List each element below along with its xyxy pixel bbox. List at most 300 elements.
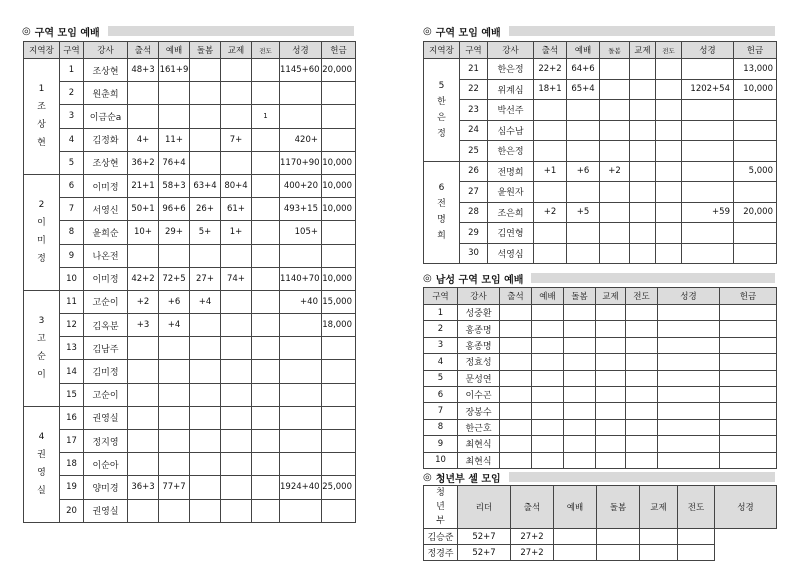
worship-value: +6 [159, 290, 190, 313]
evangel-value [252, 314, 280, 337]
worship-value [159, 499, 190, 522]
area-leader-char: 전 [437, 199, 446, 210]
worship-value: 29+ [159, 221, 190, 244]
empty-cell [564, 419, 596, 435]
table-row [424, 545, 777, 561]
leader-name: 심수남 [488, 120, 534, 141]
attend-value: 52+7 [458, 529, 511, 545]
fellowship-value [630, 141, 656, 162]
evangel-value [252, 499, 280, 522]
attend-value: 48+3 [128, 59, 159, 82]
group-number: 25 [460, 141, 488, 162]
table-row [424, 120, 777, 141]
empty-cell [596, 370, 626, 386]
table-row [424, 79, 777, 100]
fellowship-value [221, 337, 252, 360]
evangel-value [252, 267, 280, 290]
table-row [424, 452, 777, 468]
empty-cell [626, 321, 658, 337]
header-evangel: 전도 [656, 42, 682, 59]
empty-cell [597, 545, 640, 561]
empty-cell [596, 305, 626, 321]
title-bar [509, 26, 775, 36]
area-leader-char: 은 [437, 112, 446, 123]
evangel-value [252, 221, 280, 244]
empty-cell [720, 419, 777, 435]
bible-value: 1202+54 [682, 79, 734, 100]
leader-name: 최현식 [458, 452, 500, 468]
worship-value: 161+9 [159, 59, 190, 82]
header-attend: 출석 [500, 288, 532, 305]
fellowship-value [221, 151, 252, 174]
worship-value: 72+5 [159, 267, 190, 290]
empty-cell [532, 386, 564, 402]
youth-label-char: 청 [436, 488, 445, 498]
empty-cell [678, 529, 715, 545]
empty-cell [500, 452, 532, 468]
bible-value [280, 337, 322, 360]
area-leader-cell [24, 290, 60, 406]
bible-value [682, 223, 734, 244]
leader-name: 최현식 [458, 436, 500, 452]
leader-name: 김정화 [84, 128, 128, 151]
area-leader-cell [424, 59, 460, 162]
area-leader-char: 6 [438, 183, 445, 194]
right-section3-title [423, 470, 775, 484]
offering-value: 18,000 [322, 314, 356, 337]
group-number: 17 [60, 430, 84, 453]
leader-name: 이미정 [84, 174, 128, 197]
offering-value [322, 105, 356, 128]
header-bible: 성경 [715, 486, 777, 529]
bible-value [682, 161, 734, 182]
header-worship: 예배 [159, 42, 190, 59]
table-row [24, 499, 356, 522]
worship-value: 77+7 [159, 476, 190, 499]
leader-name: 홍종명 [458, 337, 500, 353]
offering-value [734, 120, 777, 141]
group-number: 9 [60, 244, 84, 267]
table-row [424, 403, 777, 419]
bible-value: 420+ [280, 128, 322, 151]
area-leader-char: 미 [37, 236, 46, 247]
leader-name: 조상현 [84, 151, 128, 174]
bible-value [682, 59, 734, 80]
group-number: 27 [460, 182, 488, 203]
leader-name: 한은정 [488, 141, 534, 162]
evangel-value [252, 151, 280, 174]
empty-cell [500, 305, 532, 321]
attend-value [534, 223, 567, 244]
care-value: 27+ [190, 267, 221, 290]
fellowship-value [630, 59, 656, 80]
fellowship-value [221, 430, 252, 453]
bible-value [280, 360, 322, 383]
evangel-value [656, 120, 682, 141]
group-number: 5 [60, 151, 84, 174]
group-number: 8 [424, 419, 458, 435]
offering-value: 10,000 [322, 151, 356, 174]
care-value [190, 430, 221, 453]
empty-cell [596, 403, 626, 419]
youth-label-char: 부 [436, 516, 445, 526]
offering-value [322, 337, 356, 360]
empty-cell [532, 370, 564, 386]
empty-cell [564, 386, 596, 402]
offering-value: 10,000 [322, 198, 356, 221]
fellowship-value [630, 100, 656, 121]
care-value: 63+4 [190, 174, 221, 197]
right-section3-title-text: 청년부 셀 모임 [435, 473, 501, 485]
care-value [190, 383, 221, 406]
area-leader-char: 2 [38, 200, 45, 211]
leader-name: 정지영 [84, 430, 128, 453]
table-row [24, 314, 356, 337]
fellowship-value [221, 59, 252, 82]
evangel-value [656, 59, 682, 80]
header-care: 돌봄 [600, 42, 630, 59]
care-value [190, 499, 221, 522]
empty-cell [626, 436, 658, 452]
bible-value: 1924+40 [280, 476, 322, 499]
empty-cell [564, 305, 596, 321]
empty-cell [500, 386, 532, 402]
worship-value [159, 453, 190, 476]
area-leader-char: 명 [437, 215, 446, 226]
leader-name: 고순이 [84, 383, 128, 406]
fellowship-value [221, 499, 252, 522]
bible-value [280, 453, 322, 476]
leader-name: 윤희순 [84, 221, 128, 244]
empty-cell [564, 321, 596, 337]
area-leader-char: 3 [38, 316, 45, 327]
care-value [190, 337, 221, 360]
attend-value [128, 105, 159, 128]
group-number: 6 [60, 174, 84, 197]
table-row [24, 360, 356, 383]
attend-value [128, 430, 159, 453]
evangel-value [656, 182, 682, 203]
leader-name: 성중환 [458, 305, 500, 321]
leader-name: 서영신 [84, 198, 128, 221]
attend-value [128, 360, 159, 383]
leader-name: 김연형 [488, 223, 534, 244]
group-number: 11 [60, 290, 84, 313]
empty-cell [532, 452, 564, 468]
group-number: 1 [60, 59, 84, 82]
table-row [24, 244, 356, 267]
offering-value [322, 430, 356, 453]
empty-cell [532, 419, 564, 435]
area-leader-char: 5 [438, 80, 445, 91]
header-leader: 강사 [458, 288, 500, 305]
table-row [24, 151, 356, 174]
fellowship-value: 61+ [221, 198, 252, 221]
bible-value: +59 [682, 202, 734, 223]
attend-value: 21+1 [128, 174, 159, 197]
empty-cell [626, 403, 658, 419]
title-bar [108, 26, 354, 36]
offering-value: 10,000 [322, 267, 356, 290]
bible-value [280, 383, 322, 406]
worship-value [159, 105, 190, 128]
table-row [424, 223, 777, 244]
header-fellowship: 교제 [596, 288, 626, 305]
offering-value [322, 383, 356, 406]
youth-label-char: 년 [436, 502, 445, 512]
table-row [24, 406, 356, 429]
bible-value [682, 182, 734, 203]
leader-name: 이미정 [84, 267, 128, 290]
table-row [24, 430, 356, 453]
empty-cell [597, 529, 640, 545]
bible-value [280, 314, 322, 337]
bible-value: 1170+90 [280, 151, 322, 174]
table-row [24, 383, 356, 406]
leader-name: 조상현 [84, 59, 128, 82]
evangel-value [252, 290, 280, 313]
empty-cell [532, 436, 564, 452]
care-value [600, 243, 630, 264]
header-evangel: 전도 [252, 42, 280, 59]
group-number: 28 [460, 202, 488, 223]
empty-cell [720, 436, 777, 452]
header-area: 지역장 [424, 42, 460, 59]
worship-value [567, 243, 600, 264]
group-number: 1 [424, 305, 458, 321]
empty-cell [532, 354, 564, 370]
empty-cell [640, 529, 678, 545]
area-leader-char: 이 [37, 370, 46, 381]
bible-value: 493+15 [280, 198, 322, 221]
offering-value [322, 128, 356, 151]
care-value [190, 128, 221, 151]
empty-cell [658, 354, 720, 370]
worship-value [567, 141, 600, 162]
header-offering: 헌금 [720, 288, 777, 305]
table-row [424, 161, 777, 182]
empty-cell [596, 321, 626, 337]
leader-name: 홍종명 [458, 321, 500, 337]
attend-value [534, 243, 567, 264]
leader-name: 권영실 [84, 406, 128, 429]
right-section2-title [423, 271, 775, 285]
area-leader-char: 정 [437, 128, 446, 139]
empty-cell [596, 419, 626, 435]
table-row [424, 386, 777, 402]
table-row [424, 354, 777, 370]
group-number: 8 [60, 221, 84, 244]
leader-name: 이수곤 [458, 386, 500, 402]
table-row [24, 337, 356, 360]
evangel-value [656, 243, 682, 264]
attend-value: 42+2 [128, 267, 159, 290]
empty-cell [500, 354, 532, 370]
evangel-value [656, 202, 682, 223]
worship-value [567, 223, 600, 244]
leader-name: 김미정 [84, 360, 128, 383]
leader-name: 전명희 [488, 161, 534, 182]
attend-value: 50+1 [128, 198, 159, 221]
attend-value: +2 [534, 202, 567, 223]
care-value [600, 202, 630, 223]
evangel-value [252, 476, 280, 499]
evangel-value [252, 360, 280, 383]
evangel-value [252, 198, 280, 221]
group-number: 5 [424, 370, 458, 386]
empty-cell [564, 354, 596, 370]
evangel-value: 1 [252, 105, 280, 128]
offering-value: 15,000 [322, 290, 356, 313]
header-bible: 성경 [280, 42, 322, 59]
fellowship-value [221, 383, 252, 406]
attend-value [128, 337, 159, 360]
header-evangel: 전도 [626, 288, 658, 305]
leader-name: 김승준 [424, 529, 458, 545]
empty-cell [720, 337, 777, 353]
fellowship-value [630, 120, 656, 141]
offering-value [322, 499, 356, 522]
evangel-value [656, 141, 682, 162]
attend-value [534, 100, 567, 121]
empty-cell [720, 370, 777, 386]
evangel-value [252, 82, 280, 105]
bible-value [682, 141, 734, 162]
bible-value [280, 406, 322, 429]
header-bible: 성경 [658, 288, 720, 305]
empty-cell [564, 403, 596, 419]
leader-name: 권영실 [84, 499, 128, 522]
empty-cell [720, 452, 777, 468]
group-number: 4 [60, 128, 84, 151]
offering-value [734, 182, 777, 203]
leader-name: 양미경 [84, 476, 128, 499]
empty-cell [720, 354, 777, 370]
worship-value [159, 430, 190, 453]
leader-name: 고순이 [84, 290, 128, 313]
bible-value [280, 499, 322, 522]
leader-name: 정경주 [424, 545, 458, 561]
empty-cell [658, 370, 720, 386]
empty-cell [532, 337, 564, 353]
care-value [600, 120, 630, 141]
offering-value: 10,000 [322, 174, 356, 197]
header-leader: 강사 [488, 42, 534, 59]
leader-name: 나온전 [84, 244, 128, 267]
care-value [190, 59, 221, 82]
table-header-row [424, 288, 777, 305]
offering-value: 25,000 [322, 476, 356, 499]
leader-name: 이금순a [84, 105, 128, 128]
group-number: 4 [424, 354, 458, 370]
table-row [424, 59, 777, 80]
bible-value [280, 105, 322, 128]
bible-value: 400+20 [280, 174, 322, 197]
header-group: 구역 [60, 42, 84, 59]
care-value: 5+ [190, 221, 221, 244]
offering-value [322, 406, 356, 429]
table-row [24, 290, 356, 313]
evangel-value [656, 79, 682, 100]
offering-value [322, 221, 356, 244]
table-row [424, 370, 777, 386]
empty-cell [658, 436, 720, 452]
empty-cell [678, 545, 715, 561]
group-number: 9 [424, 436, 458, 452]
table-row [24, 128, 356, 151]
header-fellowship: 교제 [640, 486, 678, 529]
fellowship-value [221, 105, 252, 128]
bullet-icon: ◎ [423, 25, 432, 37]
table-row [24, 59, 356, 82]
table-row [24, 82, 356, 105]
care-value [600, 59, 630, 80]
area-leader-cell [424, 161, 460, 264]
care-value [190, 406, 221, 429]
group-number: 14 [60, 360, 84, 383]
header-care: 돌봄 [190, 42, 221, 59]
empty-cell [658, 419, 720, 435]
group-number: 16 [60, 406, 84, 429]
evangel-value [656, 161, 682, 182]
offering-value: 5,000 [734, 161, 777, 182]
leader-name: 김남주 [84, 337, 128, 360]
bible-value [682, 243, 734, 264]
leader-name: 한은정 [488, 59, 534, 80]
evangel-value [252, 453, 280, 476]
offering-value: 20,000 [322, 59, 356, 82]
offering-value [322, 453, 356, 476]
group-number: 24 [460, 120, 488, 141]
offering-value [322, 82, 356, 105]
care-value [190, 314, 221, 337]
table-header-row [424, 42, 777, 59]
table-row [424, 529, 777, 545]
bible-value: 1140+70 [280, 267, 322, 290]
group-number: 7 [60, 198, 84, 221]
attend-value [128, 453, 159, 476]
header-bible: 성경 [682, 42, 734, 59]
care-value [190, 151, 221, 174]
offering-value [322, 244, 356, 267]
area-leader-char: 희 [437, 231, 446, 242]
left-section-title-text: 구역 모임 예배 [34, 27, 100, 39]
attend-value: 36+3 [128, 476, 159, 499]
empty-cell [532, 321, 564, 337]
left-attendance-table [23, 41, 356, 523]
evangel-value [656, 100, 682, 121]
table-row [24, 267, 356, 290]
title-bar [509, 472, 775, 482]
leader-name: 김옥분 [84, 314, 128, 337]
fellowship-value [221, 314, 252, 337]
worship-value: 27+2 [511, 529, 554, 545]
group-number: 13 [60, 337, 84, 360]
table-row [424, 243, 777, 264]
table-row [424, 100, 777, 121]
bible-value: +40 [280, 290, 322, 313]
header-attend: 출석 [128, 42, 159, 59]
fellowship-value [630, 182, 656, 203]
empty-cell [658, 386, 720, 402]
leader-name: 한근호 [458, 419, 500, 435]
group-number: 29 [460, 223, 488, 244]
attend-value [128, 82, 159, 105]
group-number: 30 [460, 243, 488, 264]
worship-value [159, 360, 190, 383]
fellowship-value [630, 161, 656, 182]
right-section1-title [423, 24, 775, 38]
